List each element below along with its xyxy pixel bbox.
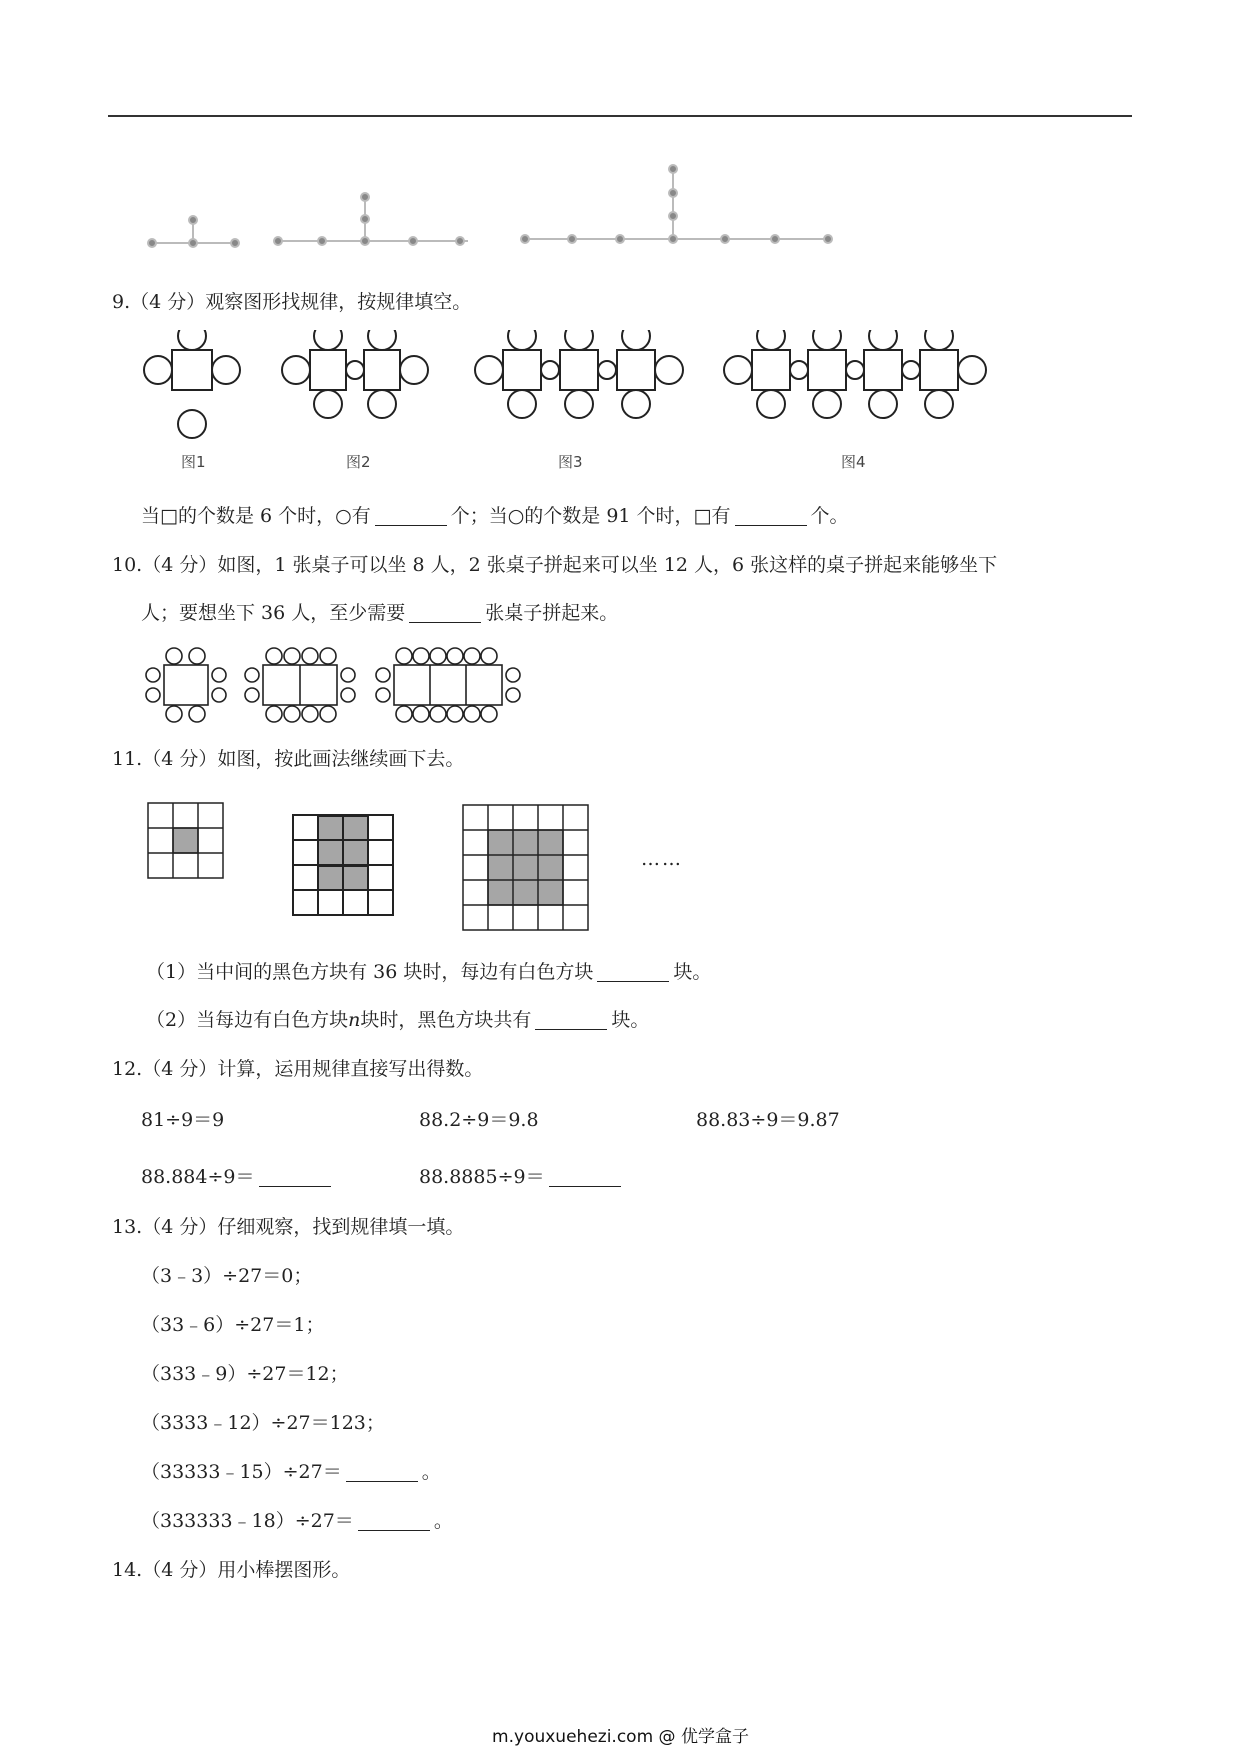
q12-fill-2 bbox=[419, 1168, 625, 1187]
q11-sub1-text-a: （1）当中间的黑色方块有 36 块时，每边有白色方块 bbox=[146, 961, 594, 983]
q12-eq-2: 88.2÷9＝9.8 bbox=[419, 1109, 539, 1131]
q13-prompt: 仔细观察，找到规律填一填。 bbox=[217, 1216, 465, 1238]
q11-prompt: 如图，按此画法继续画下去。 bbox=[217, 748, 465, 770]
q14-number: 14. bbox=[112, 1559, 143, 1581]
q12-eq-1: 81÷9＝9 bbox=[141, 1109, 225, 1131]
q9-answer-blank-1[interactable] bbox=[375, 507, 447, 526]
q13-fill-2-text: （333333﹣18）÷27＝ bbox=[141, 1510, 354, 1532]
q10-points: （4 分） bbox=[142, 554, 218, 576]
q11-sub2-answer-blank[interactable] bbox=[535, 1011, 607, 1030]
q13-fill-1-end: 。 bbox=[421, 1461, 441, 1483]
q12-fill-1 bbox=[141, 1168, 335, 1187]
q13-line-4: （3333﹣12）÷27＝123； bbox=[141, 1412, 385, 1434]
q12-prompt: 计算，运用规律直接写出得数。 bbox=[217, 1058, 484, 1080]
q11-sub2-text-c: 块。 bbox=[611, 1009, 650, 1031]
q11-sub2-variable: n bbox=[348, 1009, 361, 1031]
page-footer: m.youxuehezi.com @ 优学盒子 bbox=[492, 1727, 749, 1747]
q10-text-2a: 人；要想坐下 36 人，至少需要 bbox=[141, 602, 406, 624]
q10-line2 bbox=[141, 604, 618, 623]
q12-fill-2-text: 88.8885÷9＝ bbox=[419, 1166, 545, 1188]
q12-points: （4 分） bbox=[142, 1058, 218, 1080]
q13-answer-blank-1[interactable] bbox=[346, 1463, 418, 1482]
q10-answer-blank[interactable] bbox=[409, 604, 481, 623]
q13-fill-1-text: （33333﹣15）÷27＝ bbox=[141, 1461, 342, 1483]
q11-number: 11. bbox=[112, 748, 143, 770]
q10-number: 10. bbox=[112, 554, 143, 576]
q10-line1 bbox=[112, 556, 997, 575]
q10-text-1: 如图，1 张桌子可以坐 8 人，2 张桌子拼起来可以坐 12 人，6 张这样的桌子拼起来能够坐下 bbox=[217, 554, 998, 576]
q9-answer-blank-2[interactable] bbox=[735, 507, 807, 526]
q13-fill-2-end: 。 bbox=[433, 1510, 453, 1532]
q10-text-2b: 张桌子拼起来。 bbox=[485, 602, 619, 624]
q13-line-3: （333﹣9）÷27＝12； bbox=[141, 1363, 349, 1385]
q11-heading bbox=[112, 750, 464, 769]
q11-sub1 bbox=[146, 963, 711, 982]
q11-ellipsis: …… bbox=[641, 848, 683, 870]
q9-number: 9. bbox=[112, 291, 131, 313]
header-rule bbox=[108, 115, 1132, 117]
q13-number: 13. bbox=[112, 1216, 143, 1238]
q11-sub1-text-b: 块。 bbox=[673, 961, 712, 983]
q11-sub2-text-b: 块时，黑色方块共有 bbox=[360, 1009, 532, 1031]
q13-line-2: （33﹣6）÷27＝1； bbox=[141, 1314, 325, 1336]
q11-sub2-text-a: （2）当每边有白色方块 bbox=[146, 1009, 349, 1031]
stick-pattern-figure bbox=[130, 155, 850, 255]
q10-tables-figure bbox=[140, 645, 540, 725]
q14-prompt: 用小棒摆图形。 bbox=[217, 1559, 351, 1581]
q9-fig-label-1: 图1 bbox=[181, 453, 206, 471]
q13-fill-2 bbox=[141, 1512, 453, 1531]
q13-fill-1 bbox=[141, 1463, 441, 1482]
q13-heading bbox=[112, 1218, 464, 1237]
q9-fig-label-4: 图4 bbox=[841, 453, 866, 471]
q9-fill-text-a: 当□的个数是 6 个时，○有 bbox=[141, 505, 371, 527]
q9-points: （4 分） bbox=[130, 291, 206, 313]
q13-line-1: （3﹣3）÷27＝0； bbox=[141, 1265, 313, 1287]
q13-points: （4 分） bbox=[142, 1216, 218, 1238]
q12-eq-3: 88.83÷9＝9.87 bbox=[696, 1109, 840, 1131]
q9-fig-label-3: 图3 bbox=[558, 453, 583, 471]
q9-prompt: 观察图形找规律，按规律填空。 bbox=[205, 291, 472, 313]
q14-heading bbox=[112, 1561, 350, 1580]
q9-fig-label-2: 图2 bbox=[346, 453, 371, 471]
q12-answer-blank-1[interactable] bbox=[259, 1168, 331, 1187]
q12-heading bbox=[112, 1060, 483, 1079]
q12-number: 12. bbox=[112, 1058, 143, 1080]
q9-heading bbox=[112, 293, 471, 312]
q11-sub1-answer-blank[interactable] bbox=[597, 963, 669, 982]
q9-fill-line bbox=[141, 507, 849, 526]
q9-fill-text-b: 个；当○的个数是 91 个时，□有 bbox=[450, 505, 731, 527]
q9-fill-text-c: 个。 bbox=[810, 505, 849, 527]
q11-points: （4 分） bbox=[142, 748, 218, 770]
q12-fill-1-text: 88.884÷9＝ bbox=[141, 1166, 255, 1188]
q9-circle-square-figures bbox=[0, 330, 1241, 470]
q11-sub2 bbox=[146, 1011, 649, 1030]
q13-answer-blank-2[interactable] bbox=[358, 1512, 430, 1531]
q14-points: （4 分） bbox=[142, 1559, 218, 1581]
q12-answer-blank-2[interactable] bbox=[549, 1168, 621, 1187]
